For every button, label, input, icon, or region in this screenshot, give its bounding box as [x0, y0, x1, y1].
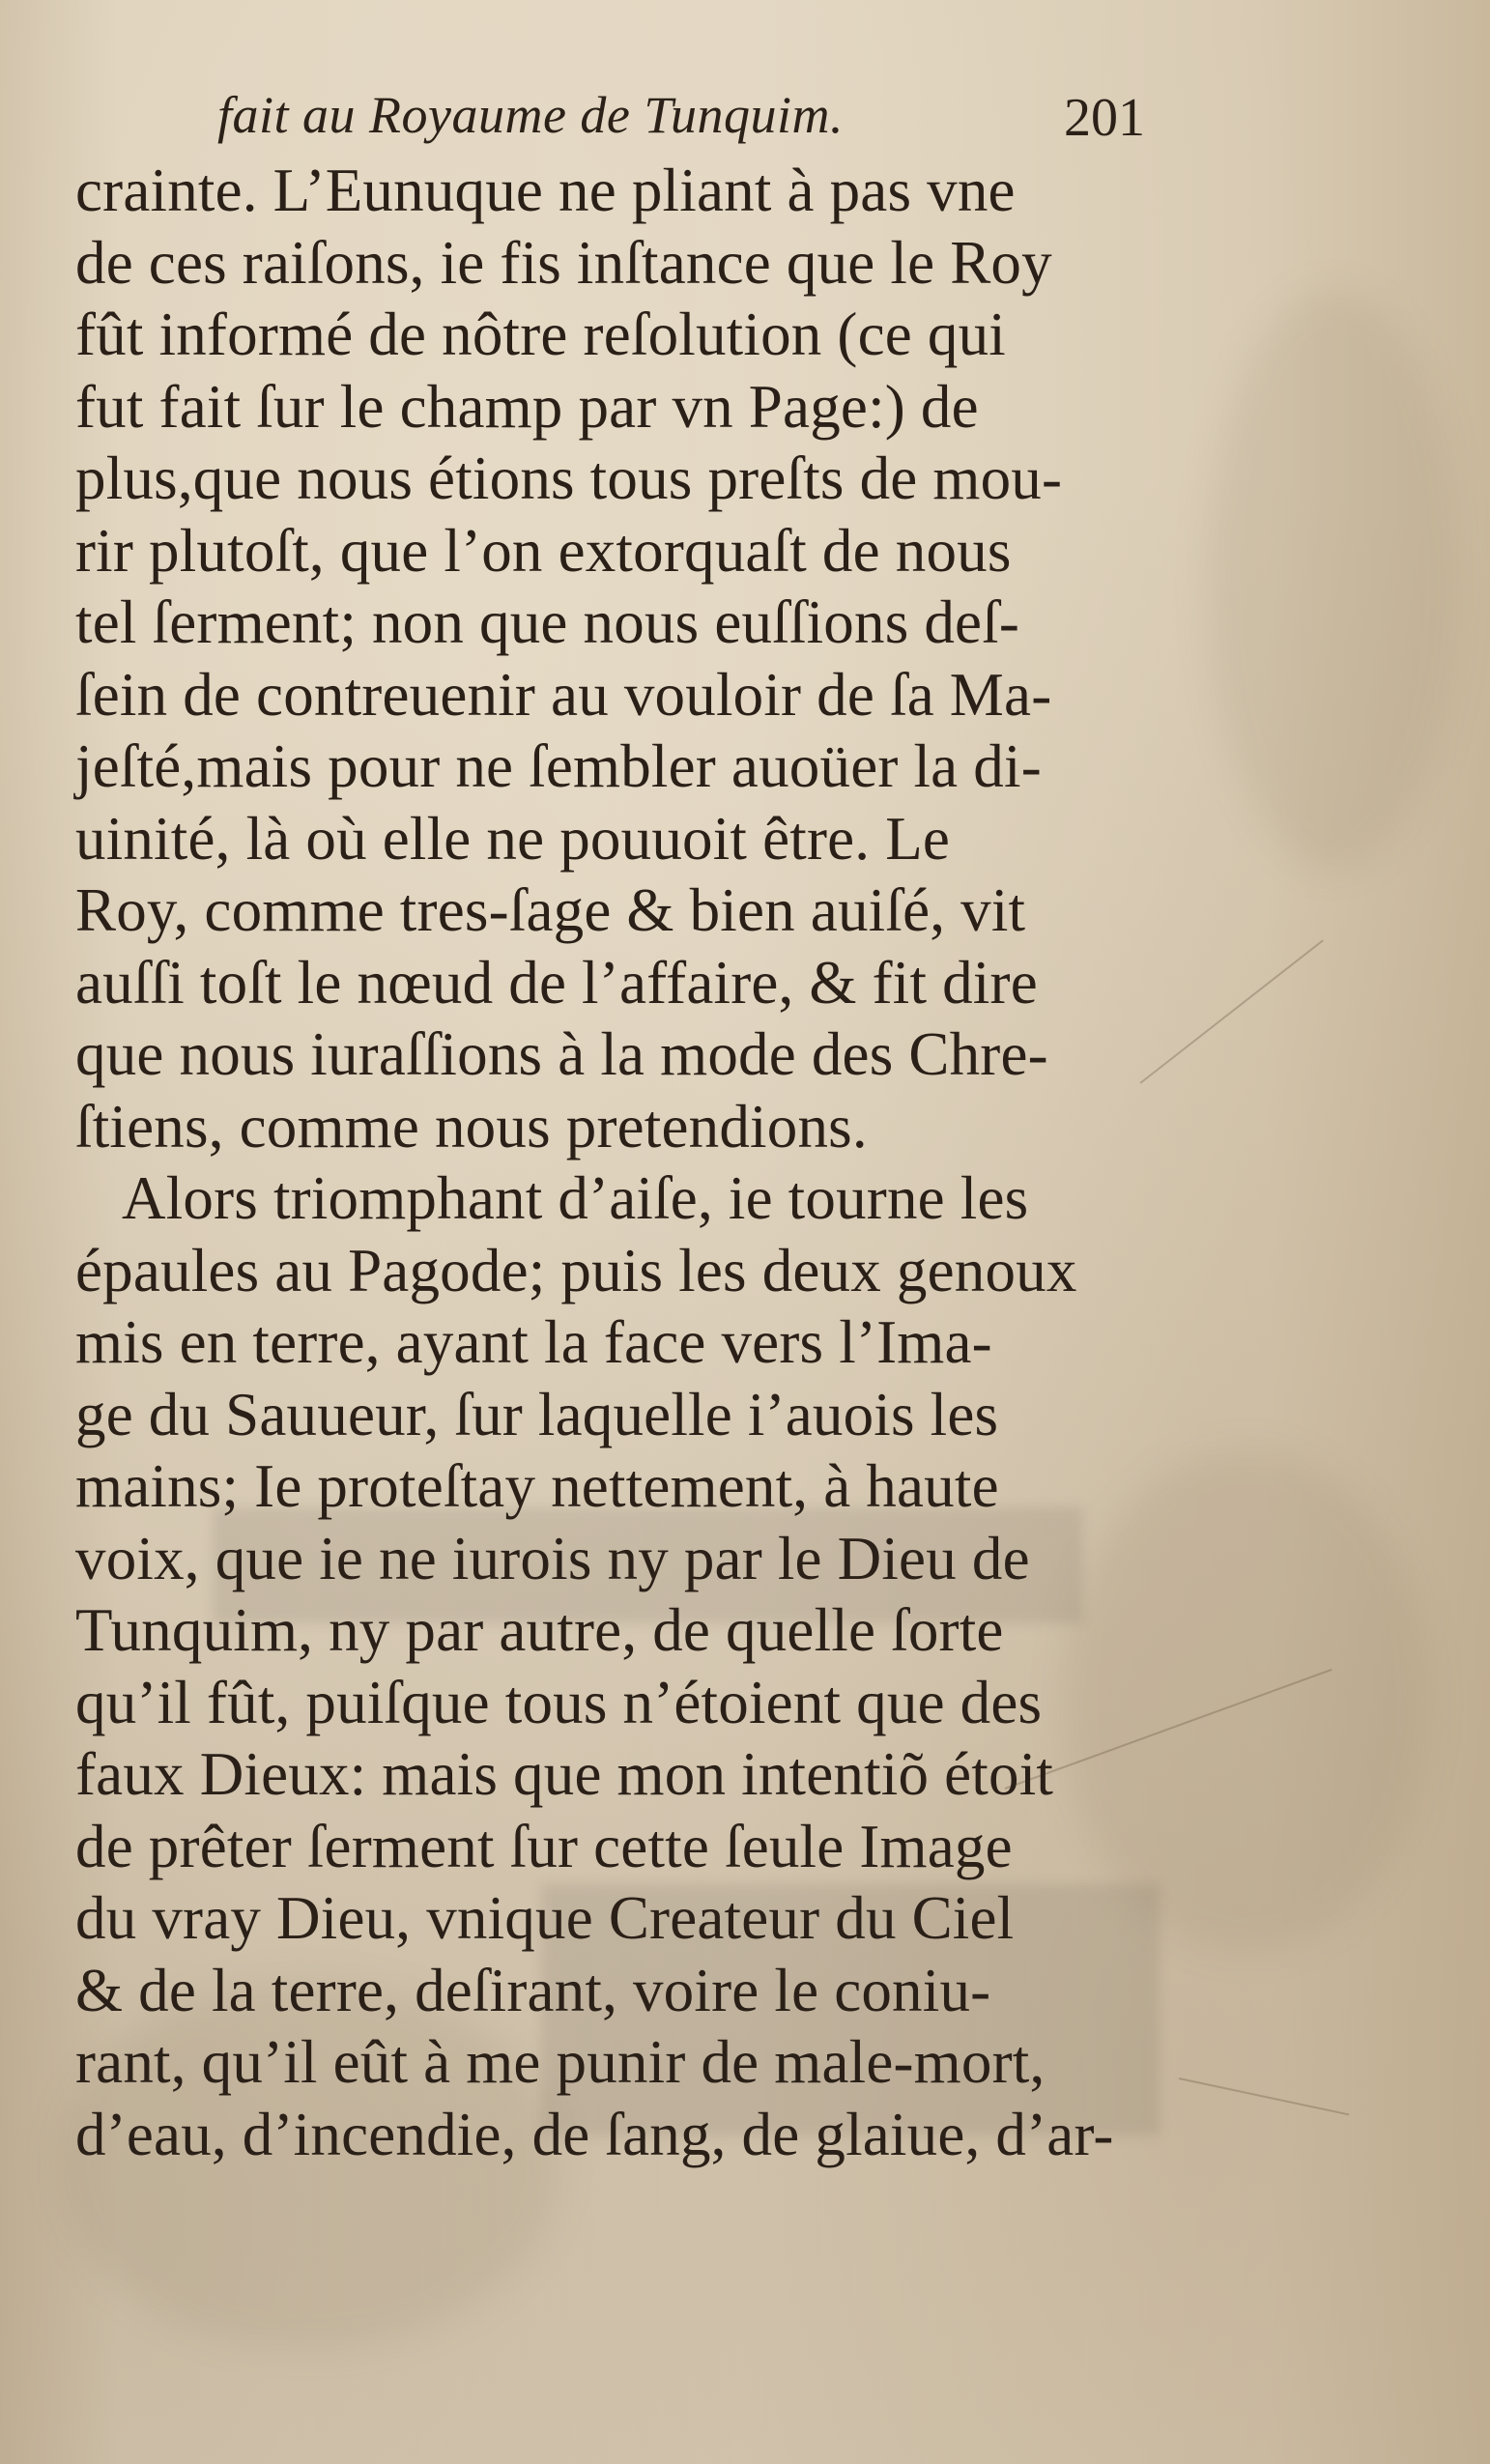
text-line: auſſi toſt le nœud de l’affaire, & fit dire: [75, 948, 1038, 1017]
paper-crease: [1179, 2077, 1349, 2115]
text-line: & de la terre, deſirant, voire le coniu-: [75, 1956, 991, 2024]
body-text: [75, 155, 1148, 2170]
text-line: rir plutoſt, que l’on extorquaſt de nous: [75, 516, 1012, 585]
text-line: jeſté,mais pour ne ſembler auoüer la di-: [75, 732, 1042, 800]
text-line: voix, que ie ne iurois ny par le Dieu de: [75, 1524, 1030, 1592]
text-line: Tunquim, ny par autre, de quelle ſorte: [75, 1596, 1004, 1664]
text-line: rant, qu’il eût à me punir de male-mort,: [75, 2028, 1046, 2096]
text-line: de prêter ſerment ſur cette ſeule Image: [75, 1812, 1013, 1880]
text-line: plus,que nous étions tous preſts de mou-: [75, 444, 1063, 512]
text-line: Roy, comme tres-ſage & bien auiſé, vit: [75, 876, 1026, 944]
text-line: faux Dieux: mais que mon intentiõ étoit: [75, 1740, 1054, 1808]
text-line: ge du Sauueur, ſur laquelle i’auois les: [75, 1380, 999, 1448]
text-line: ſein de contreuenir au vouloir de ſa Ma-: [75, 660, 1052, 729]
text-line: que nous iuraſſions à la mode des Chre-: [75, 1020, 1048, 1088]
text-line: uinité, là où elle ne pouuoit être. Le: [75, 804, 951, 873]
text-line: fût informé de nôtre reſolution (ce qui: [75, 301, 1006, 368]
text-line: mains; Ie proteſtay nettement, à haute: [75, 1452, 999, 1520]
text-line: de ces raiſons, ie fis inſtance que le Roy: [75, 228, 1052, 297]
text-line: ſtiens, comme nous pretendions.: [75, 1092, 868, 1160]
paper-stain: [1208, 290, 1459, 870]
text-line: fut fait ſur le champ par vn Page:) de: [75, 372, 979, 441]
text-line: du vray Dieu, vnique Createur du Ciel: [75, 1884, 1015, 1952]
running-head: [217, 85, 1145, 162]
paper-crease: [1139, 939, 1323, 1083]
text-line: épaules au Pagode; puis les deux genoux: [75, 1236, 1077, 1304]
running-head-title: fait au Royaume de Tunquim.: [217, 86, 844, 144]
text-line: tel ſerment; non que nous euſſions deſ-: [75, 588, 1020, 656]
text-line: mis en terre, ayant la face vers l’Ima-: [75, 1308, 992, 1376]
text-line: qu’il fût, puiſque tous n’étoient que des: [75, 1668, 1043, 1736]
text-line: d’eau, d’incendie, de ſang, de glaiue, d’ar-: [75, 2100, 1114, 2168]
text-line: crainte. L’Eunuque ne pliant à pas vne: [75, 157, 1016, 224]
text-line: Alors triomphant d’aiſe, ie tourne les: [122, 1164, 1029, 1232]
page-number: 201: [1064, 88, 1145, 148]
